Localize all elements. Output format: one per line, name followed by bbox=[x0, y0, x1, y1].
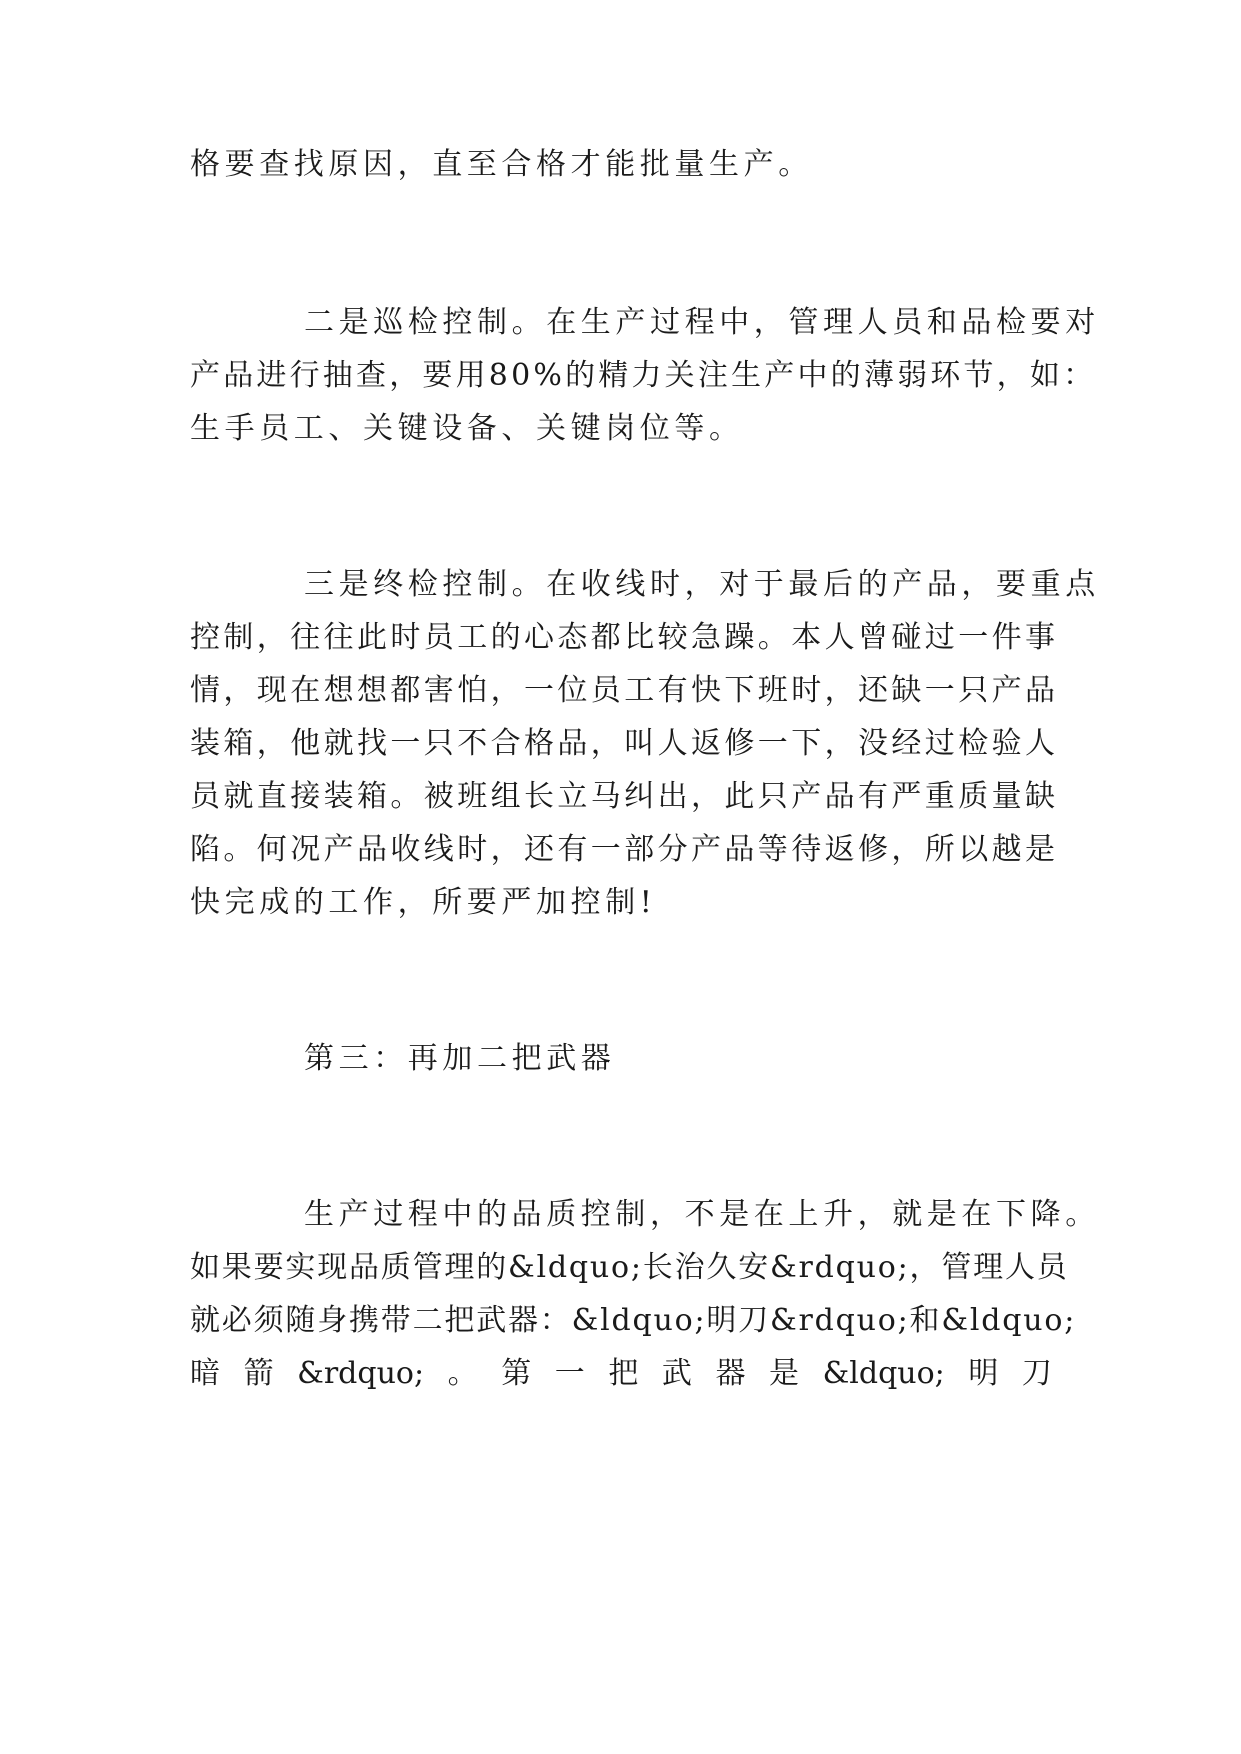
paragraph-line: 装箱，他就找一只不合格品，叫人返修一下，没经过检验人 bbox=[190, 726, 1059, 761]
text-token: &rdquo; bbox=[297, 1356, 425, 1391]
paragraph-line: 控制，往往此时员工的心态都比较急躁。本人曾碰过一件事 bbox=[190, 620, 1059, 655]
paragraph-line: 快完成的工作，所要严加控制! bbox=[190, 885, 657, 920]
paragraph-line: 产品进行抽查，要用80%的精力关注生产中的薄弱环节，如： bbox=[190, 358, 1097, 393]
paragraph-line: 二是巡检控制。在生产过程中，管理人员和品检要对 bbox=[304, 305, 1100, 340]
paragraph-line: 陷。何况产品收线时，还有一部分产品等待返修，所以越是 bbox=[190, 832, 1059, 867]
paragraph-line: 情，现在想想都害怕，一位员工有快下班时，还缺一只产品 bbox=[190, 673, 1059, 708]
paragraph-line: 格要查找原因，直至合格才能批量生产。 bbox=[190, 147, 813, 182]
paragraph-line: 员就直接装箱。被班组长立马纠出，此只产品有严重质量缺 bbox=[190, 779, 1059, 814]
text-token: 。 bbox=[447, 1356, 478, 1391]
text-token: 暗 bbox=[190, 1356, 220, 1391]
text-token: 刀 bbox=[1021, 1356, 1052, 1391]
section-heading: 第三：再加二把武器 bbox=[304, 1041, 616, 1076]
text-token: 武 bbox=[661, 1356, 692, 1391]
text-token: 明 bbox=[968, 1356, 999, 1391]
paragraph-line: 就必须随身携带二把武器：&ldquo;明刀&rdquo;和&ldquo; bbox=[190, 1303, 1077, 1338]
text-token: 器 bbox=[715, 1356, 746, 1391]
text-token: 是 bbox=[769, 1356, 800, 1391]
text-token: 一 bbox=[554, 1356, 585, 1391]
text-token: 箭 bbox=[243, 1356, 274, 1391]
paragraph-line: 如果要实现品质管理的&ldquo;长治久安&rdquo;，管理人员 bbox=[190, 1250, 1069, 1285]
paragraph-line: 生手员工、关键设备、关键岗位等。 bbox=[190, 411, 744, 446]
text-token: 把 bbox=[608, 1356, 639, 1391]
paragraph-line: 生产过程中的品质控制，不是在上升，就是在下降。 bbox=[304, 1197, 1100, 1232]
text-token: 第 bbox=[501, 1356, 532, 1391]
paragraph-line-justified bbox=[190, 1354, 1052, 1394]
paragraph-line: 三是终检控制。在收线时，对于最后的产品，要重点 bbox=[304, 567, 1100, 602]
text-token: &ldquo; bbox=[822, 1356, 945, 1391]
